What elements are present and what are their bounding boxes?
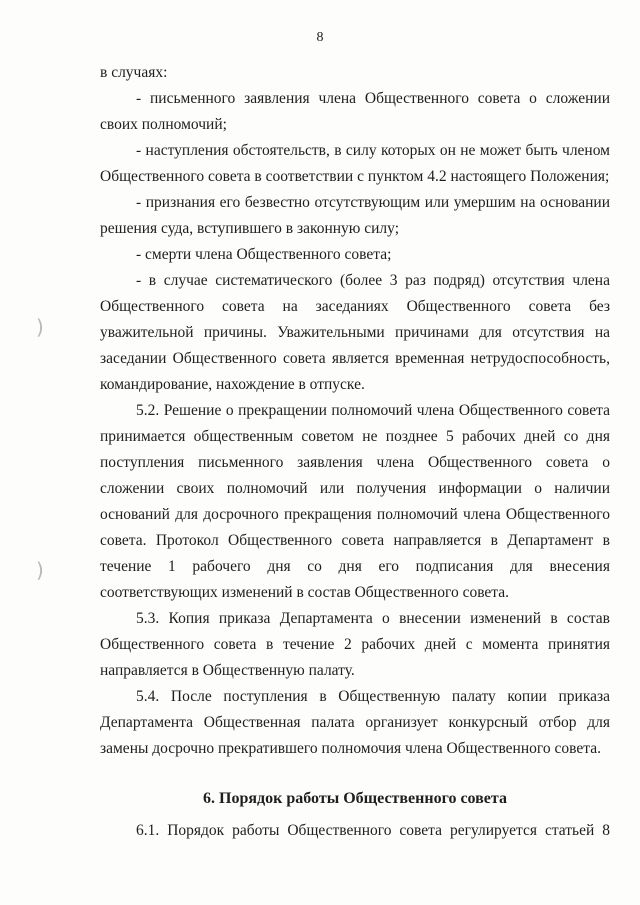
text-line: течение 1 рабочего дня со дня его подписания для внесения xyxy=(100,558,610,575)
text-line: принимается общественным советом не позднее 5 рабочих дней со дня xyxy=(100,428,610,445)
text-line: 5.3. Копия приказа Департамента о внесении изменений в состав xyxy=(136,610,610,627)
text-line: решения суда, вступившего в законную силу; xyxy=(100,220,399,237)
text-line: Департамента Общественная палата организует конкурсный отбор для xyxy=(100,714,610,731)
text-line: - смерти члена Общественного совета; xyxy=(136,246,392,263)
text-line: поступления письменного заявления члена Общественного совета о xyxy=(100,454,610,471)
section-heading: 6. Порядок работы Общественного совета xyxy=(203,790,507,807)
text-line: 5.4. После поступления в Общественную палату копии приказа xyxy=(136,688,610,705)
scan-mark: ) xyxy=(36,558,44,582)
text-line: в случаях: xyxy=(100,64,168,81)
text-line: уважительной причины. Уважительными причинами для отсутствия на xyxy=(100,324,610,341)
text-line: совета. Протокол Общественного совета направляется в Департамент в xyxy=(100,532,610,549)
text-line: Общественного совета на заседаниях Общественного совета без xyxy=(100,298,610,315)
text-line: командирование, нахождение в отпуске. xyxy=(100,376,365,393)
text-line: заседании Общественного совета является временная нетрудоспособность, xyxy=(100,350,610,367)
text-line: замены досрочно прекратившего полномочия члена Общественного совета. xyxy=(100,740,601,757)
text-line: соответствующих изменений в состав Общественного совета. xyxy=(100,584,510,601)
page-number: 8 xyxy=(316,30,324,45)
text-line: 6.1. Порядок работы Общественного совета регулируется статьей 8 xyxy=(136,822,610,839)
text-line: Общественного совета в соответствии с пунктом 4.2 настоящего Положения; xyxy=(100,168,610,185)
text-line: Общественного совета в течение 2 рабочих дней с момента принятия xyxy=(100,636,610,653)
text-line: 5.2. Решение о прекращении полномочий члена Общественного совета xyxy=(136,402,610,419)
text-line: своих полномочий; xyxy=(100,116,227,133)
text-line: - в случае систематического (более 3 раз подряд) отсутствия члена xyxy=(136,272,610,289)
text-line: оснований для досрочного прекращения полномочий члена Общественного xyxy=(100,506,610,523)
text-line: - признания его безвестно отсутствующим или умершим на основании xyxy=(136,194,610,211)
section-text xyxy=(100,818,610,844)
text-line: - письменного заявления члена Общественного совета о сложении xyxy=(136,90,610,107)
text-line: сложении своих полномочий или получения информации о наличии xyxy=(100,480,610,497)
text-line: направляется в Общественную палату. xyxy=(100,662,355,679)
body-text xyxy=(100,60,610,762)
text-line: - наступления обстоятельств, в силу которых он не может быть членом xyxy=(136,142,610,159)
scan-mark: ) xyxy=(36,315,44,339)
